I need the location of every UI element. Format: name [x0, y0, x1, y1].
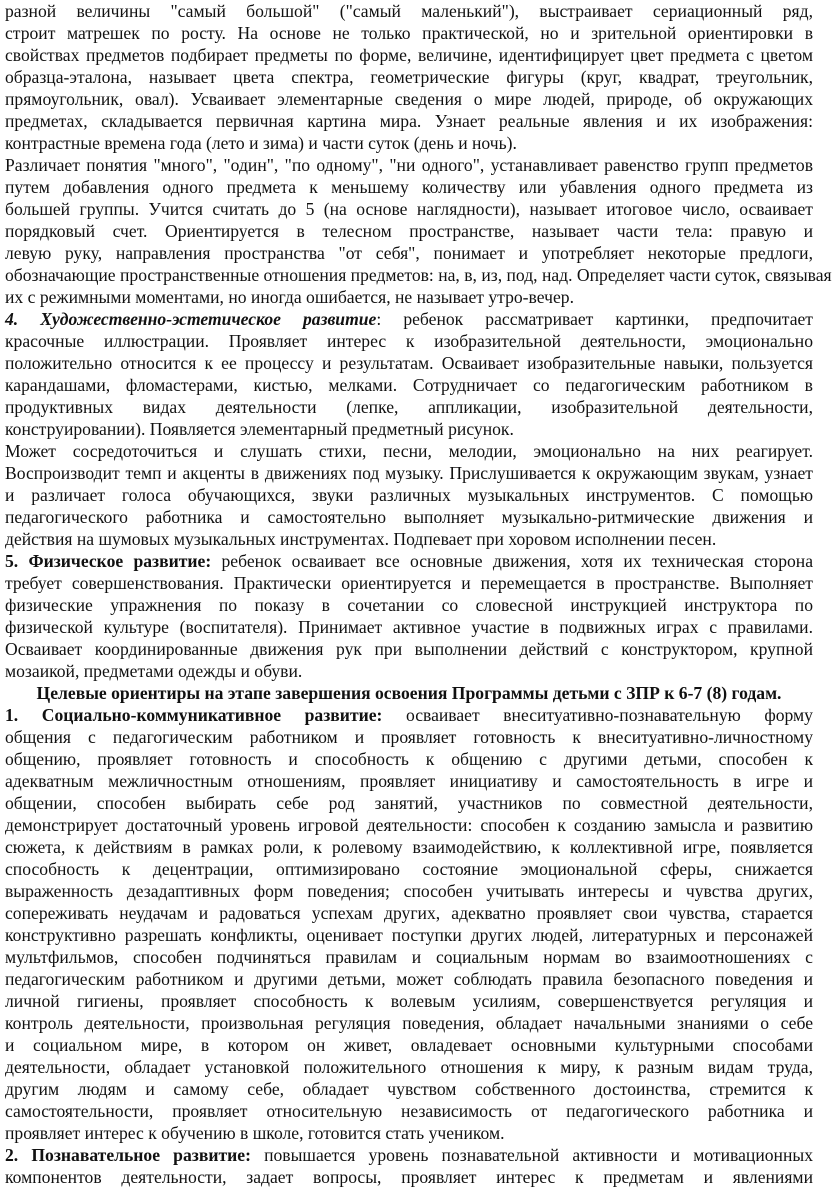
section-heading-cognitive: 2. Познавательное развитие:	[5, 1145, 251, 1165]
text-line: Различает понятия "много", "один", "по одному", "ни одного", устанавливает равенство групп предметов	[5, 155, 813, 175]
text-line: общении, способен выбирать себе род занятий, участников по совместной деятельности,	[5, 793, 813, 813]
text-line: карандашами, фломастерами, кистью, мелками. Сотрудничает со педагогическим работником в	[5, 375, 813, 395]
text-line: и социальном мире, в котором он живет, овладевает основными культурными способами	[5, 1035, 813, 1055]
text-line: способность к децентрации, оптимизировано состояние эмоциональной сферы, снижается	[5, 859, 813, 879]
text-line: требует совершенствования. Практически ориентируется и перемещается в пространстве. Выполняет	[5, 573, 813, 593]
targets-heading: Целевые ориентиры на этапе завершения освоения Программы детьми с ЗПР к 6-7 (8) годам.	[36, 683, 782, 703]
text-line: строит матрешек по росту. На основе не только практической, но и зрительной ориентировки в	[5, 23, 813, 43]
text-line: проявляет интерес к обучению в школе, готовится стать учеником.	[5, 1123, 505, 1143]
text-line: разной величины "самый большой" ("самый маленький"), выстраивает сериационный ряд,	[5, 1, 813, 21]
text-line: контроль деятельности, произвольная регуляция поведения, обладает начальными знаниями о себе	[5, 1013, 813, 1033]
section-heading-art: 4. Художественно-эстетическое развитие	[5, 309, 377, 329]
text-line: другим людям и самому себе, обладает чувством собственного достоинства, стремится к	[5, 1079, 813, 1099]
text-line: общению, проявляет готовность и способность к общению с другими детьми, способен к	[5, 749, 813, 769]
text-line: предметах, складывается первичная картина мира. Узнает реальные явления и их изображения:	[5, 111, 813, 131]
text-line: общения с педагогическим работником и проявляет готовность к внеситуативно-личностному	[5, 727, 813, 747]
text-line-cognitive-heading: 2. Познавательное развитие: повышается уровень познавательной активности и мотивационных	[5, 1145, 814, 1165]
text-line: путем добавления одного предмета к меньшему количеству или убавления одного предмета из	[5, 177, 813, 197]
text-line: физической культуре (воспитателя). Принимает активное участие в подвижных играх с правилами.	[5, 617, 813, 637]
text-line: выраженность дезадаптивных форм поведения; способен учитывать интересы и чувства других,	[5, 881, 813, 901]
section-heading-social: 1. Социально-коммуникативное развитие:	[5, 705, 383, 725]
text-line: прямоугольник, овал). Усваивает элементарные сведения о мире людей, природе, об окружающих	[5, 89, 813, 109]
text-line: и различает голоса обучающихся, звуки различных музыкальных инструментов. С помощью	[5, 485, 813, 505]
text-line: образца-эталона, называет цвета спектра, геометрические фигуры (круг, квадрат, треугольник,	[5, 67, 813, 87]
text-line: мультфильмов, способен подчиняться правилам и социальным нормам во взаимоотношениях с	[5, 947, 813, 967]
text-line-art-heading: 4. Художественно-эстетическое развитие: ребенок рассматривает картинки, предпочитает	[5, 309, 813, 329]
text-line: левую руку, направления пространства "от себя", понимает и употребляет некоторые предлоги,	[5, 243, 813, 263]
text-line: мозаикой, предметами одежды и обуви.	[5, 661, 303, 681]
text-line: обозначающие пространственные отношения предметов: на, в, из, под, над. Определяет части суток, связывая	[5, 265, 832, 285]
text-line: демонстрирует достаточный уровень игровой деятельности: способен к созданию замысла и развитию	[5, 815, 813, 835]
text-line: их с режимными моментами, но иногда ошибается, не называет утро-вечер.	[5, 287, 574, 307]
text-line: действия на шумовых музыкальных инструментах. Подпевает при хоровом исполнении песен.	[5, 529, 717, 549]
text-line: контрастные времена года (лето и зима) и части суток (день и ночь).	[5, 133, 517, 153]
text-line: конструировании). Появляется элементарный предметный рисунок.	[5, 419, 514, 439]
text-line: продуктивных видах деятельности (лепке, аппликации, изобразительной деятельности,	[5, 397, 813, 417]
text-line: физические упражнения по показу в сочетании со словесной инструкцией инструктора по	[5, 595, 813, 615]
text-line: свойствах предметов подбирает предметы по форме, величине, идентифицирует цвет предмета с цветом	[5, 45, 813, 65]
text-line: сюжета, к действиям в рамках роли, к ролевому взаимодействию, к коллективной игре, появляется	[5, 837, 813, 857]
text-line: порядковый счет. Ориентируется в телесном пространстве, называет части тела: правую и	[5, 221, 813, 241]
text-line: сопереживать неудачам и радоваться успехам других, адекватно проявляет свои чувства, старается	[5, 903, 813, 923]
text-line: Воспроизводит темп и акценты в движениях под музыку. Прислушивается к окружающим звукам, узнает	[5, 463, 813, 483]
text-line: конструктивно разрешать конфликты, оценивает поступки других людей, литературных и персонажей	[5, 925, 813, 945]
text-line: положительно относится к ее процессу и результатам. Осваивает изобразительные навыки, пользуется	[5, 353, 813, 373]
text-line: педагогическим работником и другими детьми, может соблюдать правила безопасного поведения и	[5, 969, 813, 989]
text-line-social-heading: 1. Социально-коммуникативное развитие: осваивает внеситуативно-познавательную форму	[5, 705, 813, 725]
text-line: Может сосредоточиться и слушать стихи, песни, мелодии, эмоционально на них реагирует.	[5, 441, 813, 461]
text-line: большей группы. Учится считать до 5 (на основе наглядности), называет итоговое число, осваивает	[5, 199, 813, 219]
text-line-physical-heading: 5. Физическое развитие: ребенок осваивает все основные движения, хотя их техническая сторона	[5, 551, 814, 571]
text-line: компонентов деятельности, задает вопросы, проявляет интерес к предметам и явлениями	[5, 1167, 813, 1187]
text-line: Осваивает координированные движения рук при выполнении действий с конструктором, крупной	[5, 639, 813, 659]
text-line: деятельности, обладает установкой положительного отношения к миру, к разным видам труда,	[5, 1057, 813, 1077]
text-line: самостоятельности, проявляет относительную независимость от педагогического работника и	[5, 1101, 813, 1121]
text-line: личной гигиены, проявляет способность к волевым усилиям, совершенствуется регуляция и	[5, 991, 813, 1011]
text-line: красочные иллюстрации. Проявляет интерес к изобразительной деятельности, эмоционально	[5, 331, 813, 351]
text-line: педагогического работника и самостоятельно выполняет музыкально-ритмические движения и	[5, 507, 813, 527]
section-heading-physical: 5. Физическое развитие:	[5, 551, 212, 571]
text-line: адекватным межличностным отношениям, проявляет инициативу и самостоятельность в игре и	[5, 771, 813, 791]
